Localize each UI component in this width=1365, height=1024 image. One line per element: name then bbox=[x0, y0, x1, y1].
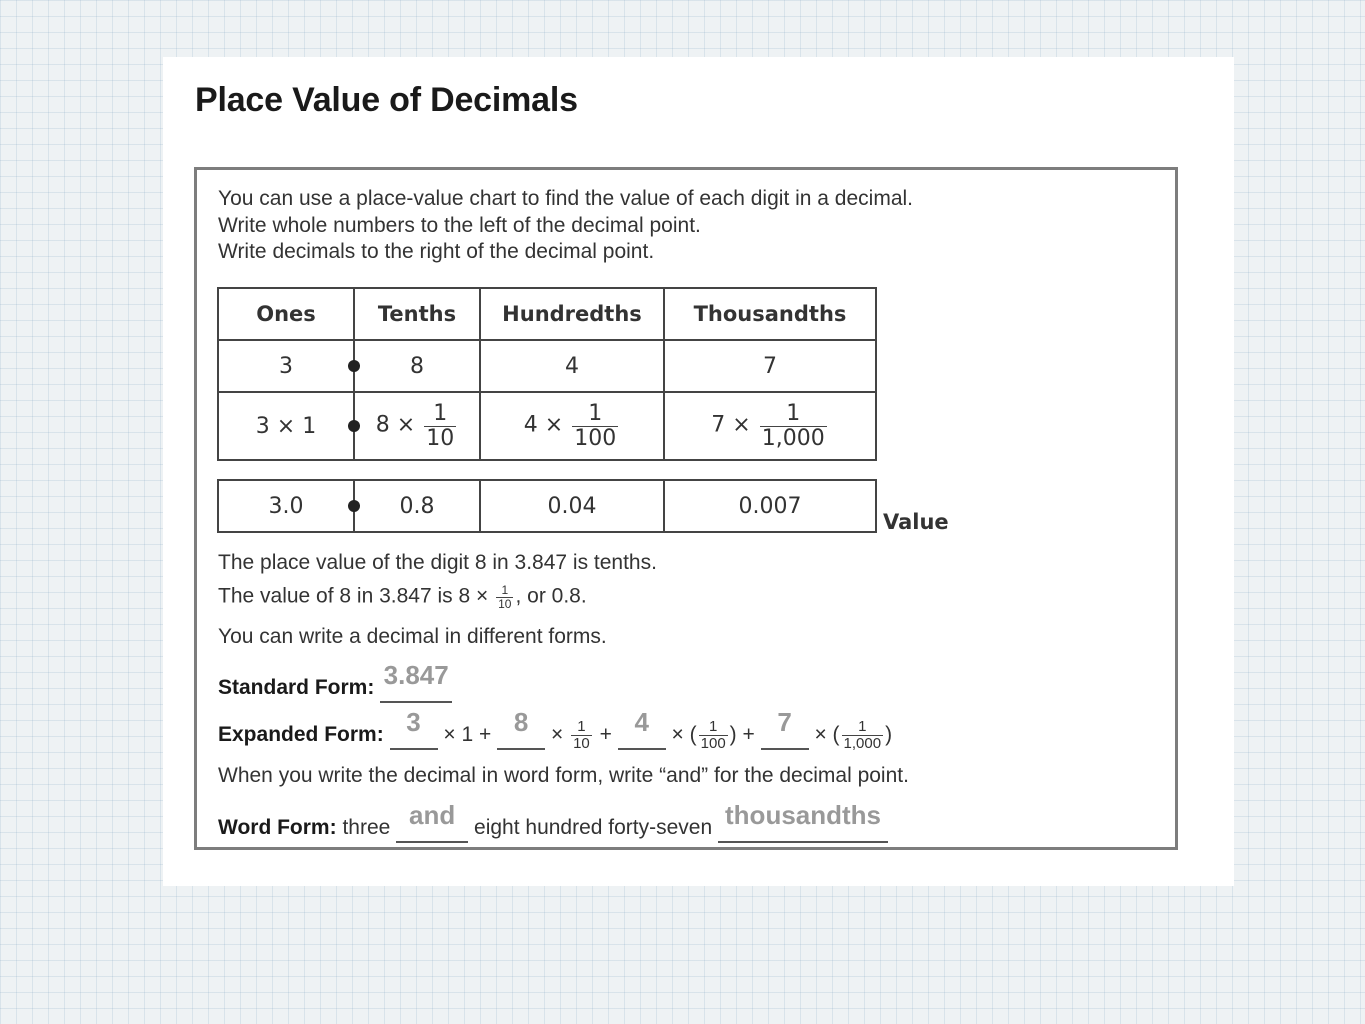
numerator: 1 bbox=[842, 719, 884, 736]
expanded-cell bbox=[480, 392, 664, 460]
denominator: 1,000 bbox=[843, 734, 882, 752]
expanded-cell bbox=[664, 392, 876, 460]
intro-line: Write whole numbers to the left of the decimal point. bbox=[218, 213, 701, 237]
value-sentence-suffix: , or 0.8. bbox=[515, 584, 587, 608]
operator: × ( bbox=[671, 723, 697, 746]
fraction bbox=[572, 402, 618, 449]
operator: × 1 + bbox=[443, 723, 492, 746]
place-value-sentence: The place value of the digit 8 in 3.847 is tenths. bbox=[218, 551, 657, 574]
place-value-chart bbox=[217, 287, 877, 461]
fraction bbox=[760, 402, 827, 449]
fraction bbox=[842, 719, 884, 752]
expanded-blank[interactable] bbox=[390, 707, 438, 750]
expanded-blank[interactable] bbox=[761, 707, 809, 750]
header-hundredths: Hundredths bbox=[480, 288, 664, 340]
fraction bbox=[699, 719, 728, 752]
value-ones: 3.0 bbox=[268, 493, 304, 519]
expanded-form-label: Expanded Form: bbox=[218, 723, 384, 746]
forms-intro: You can write a decimal in different forms. bbox=[218, 625, 607, 648]
intro-line: Write decimals to the right of the decimal point. bbox=[218, 240, 655, 263]
expanded-blank[interactable] bbox=[497, 707, 545, 750]
numerator: 1 bbox=[760, 402, 827, 426]
expanded-form-line bbox=[218, 707, 893, 752]
expanded-answer: 8 bbox=[513, 707, 529, 737]
standard-form-label: Standard Form: bbox=[218, 676, 375, 699]
denominator: 1,000 bbox=[761, 425, 825, 451]
lesson-box bbox=[194, 167, 1178, 850]
digit-tenths: 8 bbox=[354, 340, 480, 392]
worksheet-page bbox=[163, 57, 1234, 886]
decimal-point bbox=[348, 420, 360, 432]
denominator: 100 bbox=[574, 425, 617, 451]
header-row bbox=[218, 288, 876, 340]
word-form-answer: and bbox=[409, 800, 456, 830]
value-row-table bbox=[217, 479, 877, 533]
standard-form-line bbox=[218, 660, 452, 703]
intro-line: You can use a place-value chart to find the value of each digit in a decimal. bbox=[218, 187, 913, 210]
word-form-answer: thousandths bbox=[725, 800, 882, 830]
value-label: Value bbox=[883, 510, 949, 534]
expanded-ones: 3 × 1 bbox=[255, 413, 317, 439]
intro-text bbox=[218, 186, 913, 266]
numerator: 1 bbox=[572, 402, 618, 426]
word-form-blank[interactable] bbox=[396, 800, 468, 843]
digits-row bbox=[218, 340, 876, 392]
expanded-cell bbox=[354, 392, 480, 460]
denominator: 10 bbox=[498, 596, 512, 611]
word-form-label: Word Form: bbox=[218, 816, 337, 839]
expanded-coef: 4 × bbox=[523, 413, 564, 438]
header-ones: Ones bbox=[218, 288, 354, 340]
digit-ones: 3 bbox=[279, 353, 293, 379]
denominator: 10 bbox=[426, 425, 455, 451]
value-sentence bbox=[218, 584, 587, 610]
word-form-intro: When you write the decimal in word form, write “and” for the decimal point. bbox=[218, 764, 909, 787]
value-sentence-prefix: The value of 8 in 3.847 is 8 × bbox=[218, 584, 489, 608]
value-cell bbox=[218, 480, 354, 532]
numerator: 1 bbox=[571, 719, 592, 736]
value-thousandths: 0.007 bbox=[664, 480, 876, 532]
operator: ) bbox=[885, 723, 893, 746]
word-form-text: eight hundred forty-seven bbox=[474, 816, 713, 839]
header-thousandths: Thousandths bbox=[664, 288, 876, 340]
expanded-answer: 4 bbox=[634, 707, 649, 737]
word-form-text: three bbox=[342, 816, 391, 839]
standard-form-answer: 3.847 bbox=[383, 660, 449, 690]
expanded-answer: 3 bbox=[406, 707, 421, 737]
operator: × ( bbox=[814, 723, 840, 746]
expanded-answer: 7 bbox=[777, 707, 792, 737]
expanded-blank[interactable] bbox=[618, 707, 666, 750]
denominator: 100 bbox=[700, 734, 726, 752]
fraction bbox=[424, 402, 456, 449]
operator: + bbox=[599, 723, 612, 746]
denominator: 10 bbox=[573, 734, 590, 752]
numerator: 1 bbox=[424, 402, 456, 426]
value-hundredths: 0.04 bbox=[480, 480, 664, 532]
digit-hundredths: 4 bbox=[480, 340, 664, 392]
digit-cell bbox=[218, 340, 354, 392]
fraction bbox=[496, 584, 513, 610]
header-tenths: Tenths bbox=[354, 288, 480, 340]
page-title: Place Value of Decimals bbox=[195, 81, 578, 119]
expanded-cell bbox=[218, 392, 354, 460]
fraction bbox=[571, 719, 592, 752]
decimal-point bbox=[348, 500, 360, 512]
standard-form-blank[interactable] bbox=[380, 660, 452, 703]
numerator: 1 bbox=[496, 584, 513, 598]
expanded-coef: 8 × bbox=[375, 413, 416, 438]
operator: × bbox=[550, 723, 564, 746]
digit-thousandths: 7 bbox=[664, 340, 876, 392]
decimal-point bbox=[348, 360, 360, 372]
value-row bbox=[218, 480, 876, 532]
value-tenths: 0.8 bbox=[354, 480, 480, 532]
operator: ) + bbox=[729, 723, 755, 746]
word-form-line bbox=[218, 800, 888, 843]
numerator: 1 bbox=[699, 719, 728, 736]
word-form-blank[interactable] bbox=[718, 800, 888, 843]
expanded-coef: 7 × bbox=[711, 413, 751, 438]
expanded-row bbox=[218, 392, 876, 460]
